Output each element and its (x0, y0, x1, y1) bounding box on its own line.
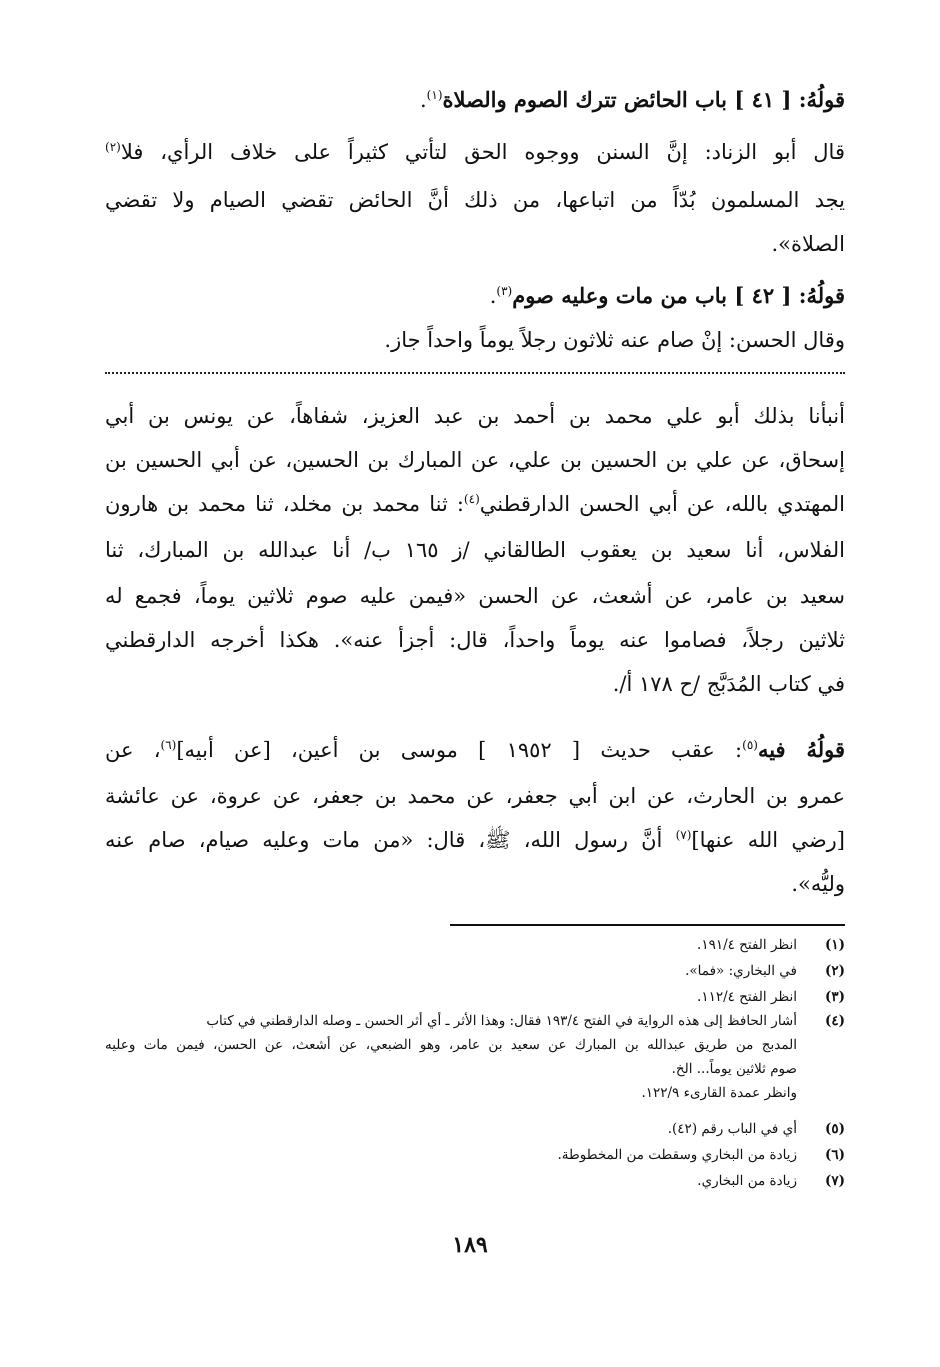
footnote-continuation: المدبج من طريق عبدالله بن المبارك عن سعيد بن عامر، وهو الضبعي، عن أشعث، عن الحسن، فيمن مات وعليه (105, 1037, 797, 1053)
isnad-line: في كتاب المُدَبَّج /ح ١٧٨ أ/. (612, 672, 845, 696)
footnote-ref-5: (٥) (742, 738, 758, 752)
heading-42 (105, 276, 845, 316)
isnad-line (105, 484, 845, 524)
isnad-line: أنبأنا بذلك أبو علي محمد بن أحمد بن عبد العزيز، شفاهاً، عن يونس بن أبي (105, 404, 845, 428)
footnote (105, 1010, 845, 1032)
footnote-number: (٥) (824, 1121, 845, 1137)
footnote-number: (٧) (824, 1173, 845, 1189)
hadith-line (105, 820, 845, 860)
footnote-text: زيادة من البخاري. (697, 1173, 797, 1189)
heading-42-text: قولُهُ: [ ٤٢ ] باب من مات وعليه صوم (512, 283, 845, 308)
hadith-text: ، عن (105, 738, 161, 762)
isnad-text: المهتدي بالله، عن أبي الحسن الدارقطني (479, 492, 845, 516)
heading-41 (105, 80, 845, 120)
footnote (105, 986, 845, 1008)
footnote-continuation: وانظر عمدة القارىء ١٢٢/٩. (641, 1085, 797, 1101)
footnote-ref-3: (٣) (496, 284, 513, 298)
footnote (105, 934, 845, 956)
footnote-text: أي في الباب رقم (٤٢). (667, 1121, 797, 1137)
footnote-number: (١) (824, 937, 845, 953)
isnad-text: : ثنا محمد بن مخلد، ثنا محمد بن هارون (105, 492, 464, 516)
isnad-line: الفلاس، أنا سعيد بن يعقوب الطالقاني /ز ١٦٥ ب/ أنا عبدالله بن المبارك، ثنا (105, 538, 845, 562)
heading-fihi-text: قولُهُ فيه (757, 737, 845, 762)
footnote-text: انظر الفتح ١٩١/٤. (697, 937, 797, 953)
hadith-text: : عقب حديث [ ١٩٥٢ ] موسى بن أعين، [عن أبيه] (176, 738, 743, 762)
footnote-ref-4: (٤) (463, 492, 480, 506)
footnote-text: أشار الحافظ إلى هذه الرواية في الفتح ١٩٣/٤ فقال: وهذا الأثر ـ أي أثر الحسن ـ وصله الدارقطني في كتاب (206, 1013, 797, 1029)
isnad-line: ثلاثين رجلاً، فصاموا عنه يوماً واحداً، قال: أجزأ عنه». هكذا أخرجه الدارقطني (105, 628, 845, 652)
footnote (105, 1118, 845, 1140)
text-line: الصلاة». (771, 232, 845, 256)
hadith-line: عمرو بن الحارث، عن ابن أبي جعفر، عن محمد بن جعفر، عن عروة، عن عائشة (105, 784, 845, 808)
hadith-text: [رضي الله عنها] (691, 828, 845, 852)
footnote-text: زيادة من البخاري وسقطت من المخطوطة. (557, 1147, 797, 1163)
footnote-number: (٢) (824, 963, 845, 979)
footnote-ref-1: (١) (426, 88, 443, 102)
text-line: يجد المسلمون بُدّاً من اتباعها، من ذلك أنَّ الحائض تقضي الصيام ولا تقضي (105, 188, 845, 212)
isnad-line: سعيد بن عامر، عن أشعث، عن الحسن «فيمن عليه صوم ثلاثين يوماً، فجمع له (105, 584, 845, 608)
hadith-text: أنَّ رسول الله، ﷺ، قال: «من مات وعليه صيام، صام عنه (105, 828, 676, 852)
footnote-number: (٣) (824, 989, 845, 1005)
footnote-text: انظر الفتح ١١٢/٤. (697, 989, 797, 1005)
footnote-continuation: صوم ثلاثين يوماً... الخ. (671, 1061, 797, 1077)
footnote (105, 1170, 845, 1192)
footnote-number: (٤) (824, 1013, 845, 1029)
hadith-line: وليُّه». (791, 872, 845, 896)
text-line: وقال الحسن: إنْ صام عنه ثلاثون رجلاً يوماً واحداً جاز. (384, 328, 845, 352)
footnote-rule (450, 924, 845, 926)
footnote-ref-7: (٧) (675, 828, 692, 842)
heading-41-end: . (419, 88, 427, 112)
heading-41-text: قولُهُ: [ ٤١ ] باب الحائض تترك الصوم والصلاة (442, 87, 845, 112)
footnote-ref-6: (٦) (160, 738, 177, 752)
text-line (105, 132, 845, 172)
heading-fihi (105, 730, 845, 770)
footnote-number: (٦) (824, 1147, 845, 1163)
footnote-text: في البخاري: «فما». (685, 963, 797, 979)
footnote (105, 1144, 845, 1166)
footnote (105, 960, 845, 982)
isnad-line: إسحاق، عن علي بن الحسين بن علي، عن المبارك بن الحسين، عن أبي الحسين بن (105, 448, 845, 472)
footnote-ref-2: (٢) (105, 140, 121, 154)
heading-42-end: . (489, 284, 497, 308)
dotted-separator (105, 372, 845, 374)
page-number: ١٨٩ (452, 1232, 488, 1258)
quote-abu-zinad: قال أبو الزناد: إنَّ السنن ووجوه الحق لتأتي كثيراً على خلاف الرأي، فلا (120, 140, 845, 164)
